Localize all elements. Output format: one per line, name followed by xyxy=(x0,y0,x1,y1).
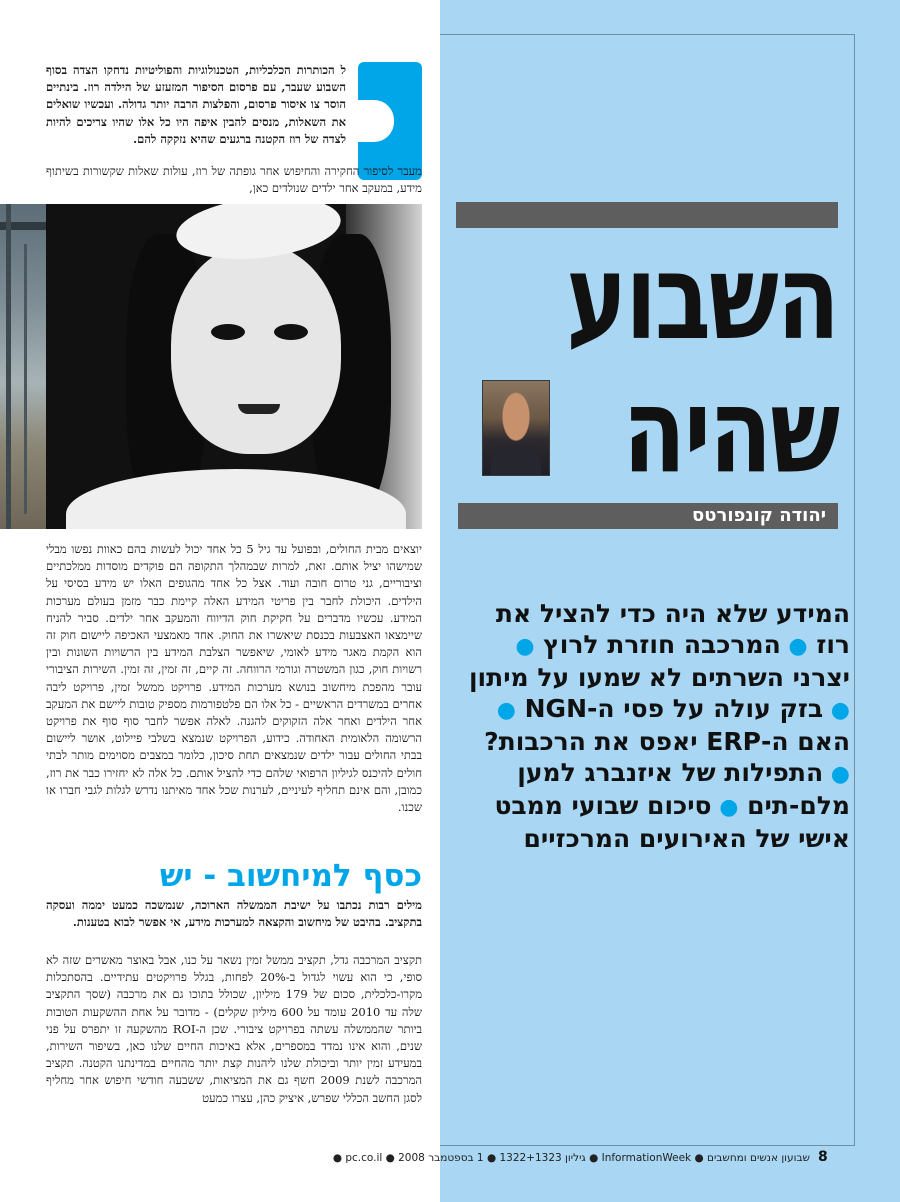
subsection-lead: מילים רבות נכתבו על ישיבת הממשלה הארוכה, שנמשכה כמעט יממה ועסקה בתקציב. בהיבט של מיחשוב והקצאה למערכות מידע, אי אפשר לבוא בטענות. xyxy=(46,898,422,930)
page-footer: שבועון אנשים ומחשבים ● InformationWeek ● גיליון 1322+1323 ● 1 בספטמבר 2008 ● pc.co.il ● xyxy=(332,1152,810,1164)
author-portrait xyxy=(482,380,550,476)
teaser-item: בזק עולה על פסי ה-NGN xyxy=(524,694,824,723)
teaser-item: התפילות של איזנברג למען מלם-תים xyxy=(517,758,850,820)
teaser-item: סיכום שבועי ממבט אישי של האירועים המרכזיים xyxy=(494,791,850,853)
article-photo xyxy=(46,204,422,529)
author-name: יהודה קונפורטס xyxy=(458,503,838,529)
bullet-icon: ● xyxy=(496,698,516,723)
page-number: 8 xyxy=(818,1149,828,1165)
article-lead-continuation: מעבר לסיפור החקירה והחיפוש אחר גופתה של רוז, עולות שאלות שקשורות בשיתוף מידע, במעקב אחר ילדים שנולדים כאן, xyxy=(46,164,422,196)
teaser-item: יצרני השרתים לא שמעו על מיתון xyxy=(468,663,850,692)
bullet-icon: ● xyxy=(780,634,808,659)
bullet-icon: ● xyxy=(711,795,739,820)
headline-top-bar xyxy=(456,202,838,228)
bullet-icon: ● xyxy=(823,698,850,723)
station-photo-strip xyxy=(0,204,46,529)
teaser-item: האם ה-ERP יאפס את הרכבות? xyxy=(484,727,850,756)
panel-frame xyxy=(440,34,855,1146)
teaser-item: המידע שלא היה כדי להציל את רוז xyxy=(495,599,850,659)
subsection-title: כסף למיחשוב - יש xyxy=(159,858,422,894)
teaser-item: המרכבה חוזרת לרוץ xyxy=(543,630,781,659)
article-body: יוצאים מבית החולים, ובפועל עד גיל 5 כל אחד יכול לעשות בהם כאוות נפשו מבלי שמישהו יציל אותם. זאת, למרות שבמהלך התקופה הם פוקדים מוסדות ממלכתיים וציבוריים, גני טרום חובה ועוד. אצל כל אחד מהגופים האלו יש מידע בסיסי על הילדים. היכולת לחבר בין פריטי המידע האלה קיימת כבר מזמן בעולם מערכות המידע. עכשיו מדברים על חקיקת חוק הדיווח והמעקב אחר ילדים. סביר להניח שיימצאו האצבעות בכנסת שיאשרו את החוק. אחד מאמצעי האכיפה ליישום חוק זה הוא הקמת מאגר מידע לאומי, שיאפשר הצלבת המידע בין הרשויות השונות ובין רשויות חוק, כגון המשטרה וגורמי הרווחה. זה קיים, זה זמין, זה זמין. השירות הציבורי עובר מהפכת מיחשוב בנושא מערכות המידע. פרויקט ממשל זמין, פרויקט ליבה אחרים במשרדים הראשיים - כל אלו הם פלטפורמות מספיק טובות ליישם את המעקב אחר הילדים ואחר אלה הזקוקים להגנה. לאלה אפשר לחבר סוף סוף את פרויקט הרשומה הלאומית האחודה. כידוע, הפרויקט שנמצא בשלבי פיילוט, אושר ליישום בבתי החולים עבור ילדים שנמצאים תחת סיכון, כלומר במצבים מסוימים מותר לבתי חולים להיכנס לגיליון הרפואי שלהם כדי להציל אותם. כל אלה לא יחזירו כבר את רוז, כמובן, והם אינם תחליף לעיניים, לערנות שכל אחד מאיתנו נדרש לגלות לגבי חברו או שכנו. xyxy=(46,542,422,815)
headline-line-1: השבוע xyxy=(566,229,838,367)
headline-line-2: שהיה xyxy=(622,362,838,500)
subsection-body: תקציב המרכבה גדל, תקציב ממשל זמין נשאר על כנו, אבל באוצר מאשרים שזה לא סופי, כי הוא עשוי לגדול ב-20% לפחות, בגלל פרויקטים עתידיים. בהסתכלות מקרו-כלכלית, סכום של 179 מיליון, שכולל בתוכו גם את מרכבה (שסך התקציב שלה עד 2010 עומד על 600 מיליון שקלים) - מדובר על אחת ההשקעות הטובות ביותר שהממשלה עשתה בפרויקט ציבורי. שכן ה-ROI מהשקעה זו יתפרס על פני שנים, והוא אינו נמדד במספרים, אלא באיכות החיים שלנו כאן, בשיפור השירות, במעידע זמין יותר וביכולת שלנו ליהנות קצת יותר מהחיים במדינתנו הקטנה. תקציב המרכבה לשנת 2009 חשף גם את המציאות, ששבעה חודשי חיפוש אחר מחליף לסגן החשב הכללי שפרש, איציק כהן, עצרו כמעט xyxy=(46,953,423,1105)
article-lead: ל הכותרות הכלכליות, הטכנולוגיות והפוליטיות נדחקו הצדה בסוף השבוע שעבר, עם פרסום הסיפור המזעזע של הילדה רוז. בינתיים הוסר צו איסור פרסום, והפלצות הרבה יותר גדולה. ועכשיו שואלים את השאלות, מנסים להבין איפה היו כל אלו שהיו צריכים להיות לצדה של רוז הקטנה ברגעים שהיא נזקקה להם. xyxy=(46,63,346,146)
bullet-icon: ● xyxy=(515,634,535,659)
bullet-icon: ● xyxy=(823,762,850,787)
teaser-list xyxy=(465,598,850,854)
